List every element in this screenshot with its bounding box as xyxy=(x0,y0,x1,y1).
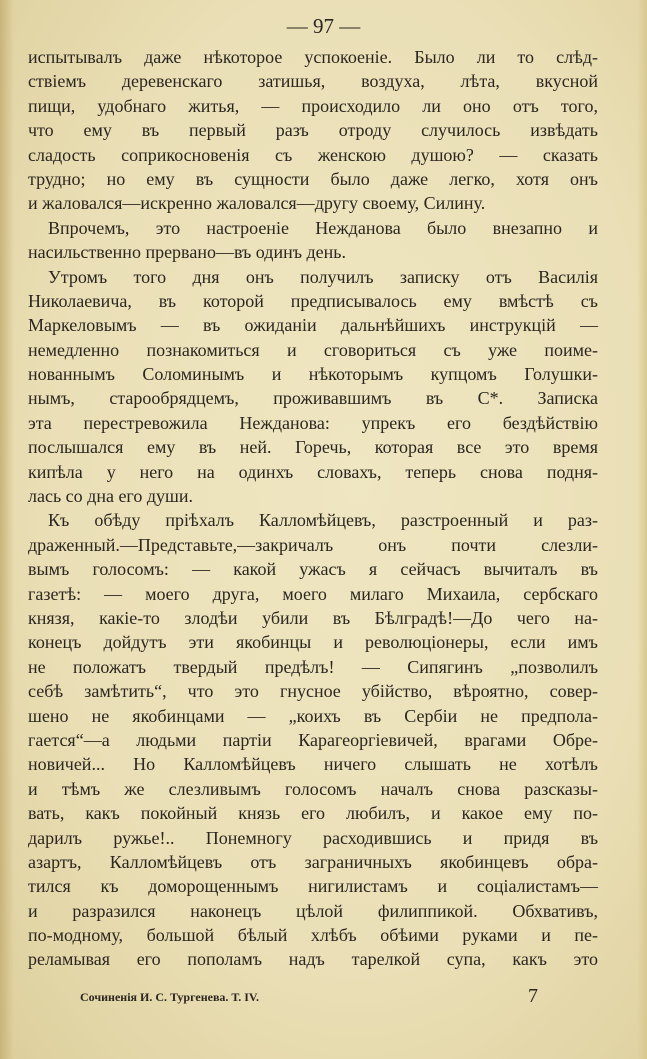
page-edge-shadow xyxy=(0,0,14,1059)
text-line: насильственно прервано—въ одинъ день. xyxy=(28,242,347,263)
text-line: пищи, удобнаго житья, — происходило ли оно отъ того, xyxy=(28,95,598,116)
paragraph xyxy=(28,216,598,265)
text-line: лась со дна его души. xyxy=(28,486,194,507)
signature-mark: 7 xyxy=(528,985,538,1007)
text-line: послышался ему въ ней. Горечь, которая все это время xyxy=(28,437,598,458)
text-line: сладость соприкосновенія съ женскою душою? — сказать xyxy=(28,144,598,165)
text-line: новичей... Но Калломѣйцевъ ничего слышать не хотѣлъ xyxy=(28,754,598,775)
page-number: — 97 — xyxy=(286,14,361,38)
text-line: нованнымъ Соломинымъ и нѣкоторымъ купцомъ Голушки- xyxy=(28,364,598,385)
text-line: тился къ доморощеннымъ нигилистамъ и соціалистамъ— xyxy=(28,876,598,897)
text-line: гается“—а людьми партіи Карагеоргіевичей, врагами Обре- xyxy=(28,729,598,750)
text-line: дарилъ ружье!.. Понемногу расходившись и придя въ xyxy=(28,827,598,848)
text-line: Утромъ того дня онъ получилъ записку отъ Василія xyxy=(48,266,598,287)
text-line: немедленно познакомиться и сговориться съ уже поиме- xyxy=(28,339,598,360)
text-line: конецъ дойдутъ эти якобинцы и революціонеры, если имъ xyxy=(28,632,598,653)
text-line: себѣ замѣтить“, что это гнусное убійство, вѣроятно, совер- xyxy=(28,681,598,702)
text-line: кипѣла у него на одинхъ словахъ, теперь снова подня- xyxy=(28,461,598,482)
text-line: и тѣмъ же слезливымъ голосомъ началъ снова разсказы- xyxy=(28,778,598,799)
text-line: газетѣ: — моего друга, моего милаго Михаила, сербскаго xyxy=(28,583,598,604)
text-line: Къ обѣду пріѣхалъ Калломѣйцевъ, разстроенный и раз- xyxy=(48,510,598,531)
text-line: реламывая его пополамъ надъ тарелкой супа, какъ это xyxy=(28,949,598,970)
text-line: вать, какъ покойный князь его любилъ, и какое ему по- xyxy=(28,803,598,824)
text-line: азартъ, Калломѣйцевъ отъ заграничныхъ якобинцевъ обра- xyxy=(28,851,598,872)
text-line: эта перестревожила Нежданова: упрекъ его бездѣйствію xyxy=(28,412,598,433)
text-line: и разразился наконецъ цѣлой филиппикой. Обхвативъ, xyxy=(28,900,598,921)
text-line: Маркеловымъ — въ ожиданіи дальнѣйшихъ инструкцій — xyxy=(28,315,598,336)
text-line: нымъ, старообрядцемъ, проживавшимъ въ С*. Записка xyxy=(28,388,598,409)
text-line: по-модному, большой бѣлый хлѣбъ обѣими руками и пе- xyxy=(28,925,598,946)
text-line: драженный.—Представьте,—закричалъ онъ почти слезли- xyxy=(28,534,598,555)
text-line: князя, какіе-то злодѣи убили въ Бѣлградѣ!—До чего на- xyxy=(28,607,598,628)
text-line: трудно; но ему въ сущности было даже легко, хотя онъ xyxy=(28,168,598,189)
text-line: ствіемъ деревенскаго затишья, воздуха, лѣта, вкусной xyxy=(28,71,598,92)
text-line: Впрочемъ, это настроеніе Нежданова было внезапно и xyxy=(48,217,598,238)
text-line: что ему въ первый разъ отроду случилось извѣдать xyxy=(28,120,598,141)
page-edge-shadow xyxy=(637,0,647,1059)
text-line: Николаевича, въ которой предписывалось ему вмѣстѣ съ xyxy=(28,290,598,311)
text-line: шено не якобинцами — „коихъ въ Сербіи не предпола- xyxy=(28,705,598,726)
text-line: и жаловался—искренно жаловался—другу своему, Силину. xyxy=(28,193,486,214)
text-line: вымъ голосомъ: — какой ужасъ я сейчасъ вычиталъ въ xyxy=(28,559,598,580)
footer-signature-line: Сочиненія И. С. Тургенева. Т. IV. xyxy=(80,990,260,1004)
paragraph xyxy=(28,45,598,216)
text-line: испытывалъ даже нѣкоторое успокоеніе. Было ли то слѣд- xyxy=(28,47,598,67)
text-line: не положатъ твердый предѣлъ! — Сипягинъ „позволилъ xyxy=(28,656,598,677)
body-text xyxy=(28,45,598,972)
paragraph xyxy=(28,265,598,509)
paragraph xyxy=(28,508,598,971)
